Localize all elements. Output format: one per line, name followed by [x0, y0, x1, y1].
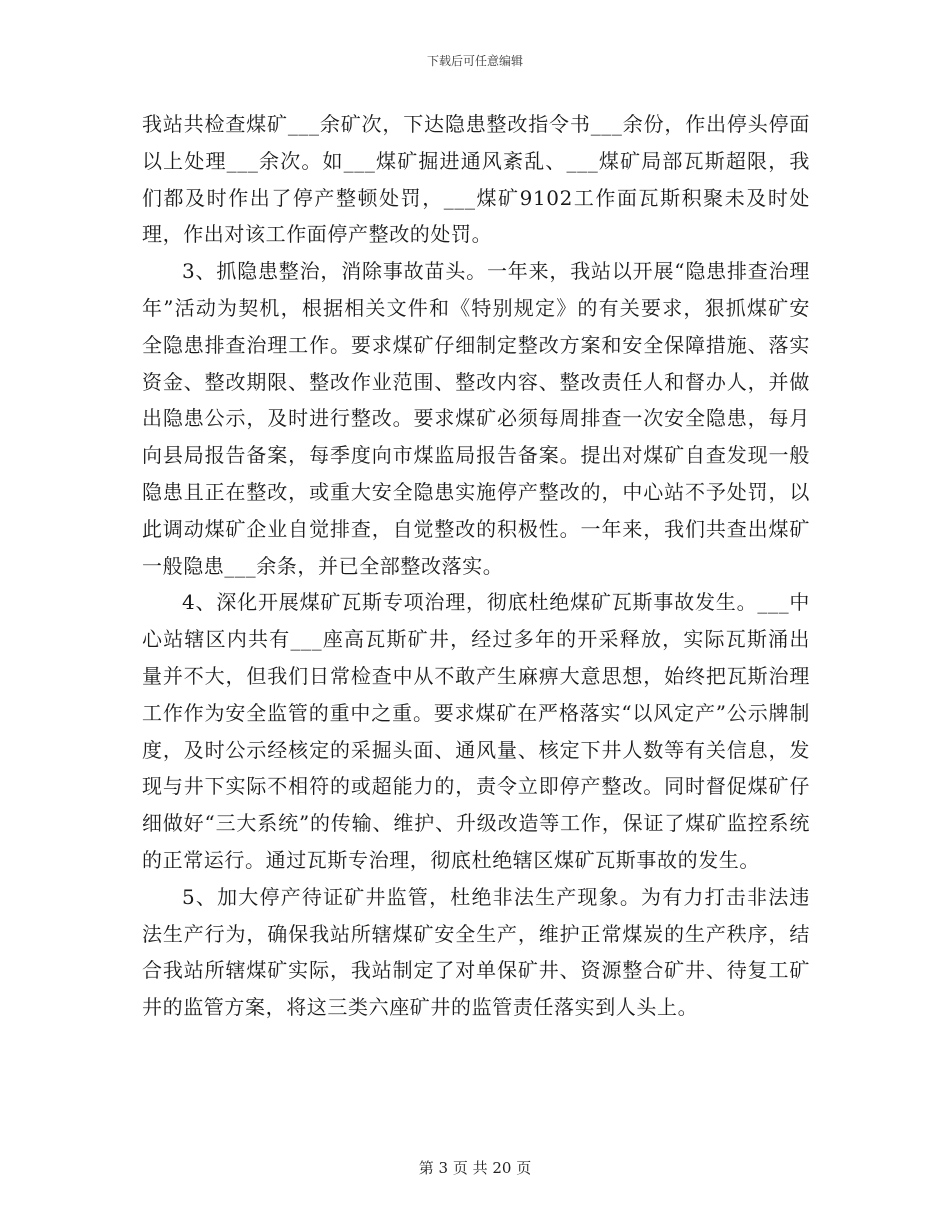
document-body — [142, 106, 810, 1026]
paragraph-gas-control: 4、深化开展煤矿瓦斯专项治理，彻底杜绝煤矿瓦斯事故发生。___中心站辖区内共有___座高瓦斯矿井，经过多年的开采释放，实际瓦斯涌出量并不大，但我们日常检查中从不敢产生麻痹大意思想，始终把瓦斯治理工作作为安全监管的重中之重。要求煤矿在严格落实“以风定产”公示牌制度，及时公示经核定的采掘头面、通风量、核定下井人数等有关信息，发现与井下实际不相符的或超能力的，责令立即停产整改。同时督促煤矿仔细做好“三大系统”的传输、维护、升级改造等工作，保证了煤矿监控系统的正常运行。通过瓦斯专治理，彻底杜绝辖区煤矿瓦斯事故的发生。 — [142, 590, 810, 872]
paragraph-hazard-rectification: 3、抓隐患整治，消除事故苗头。一年来，我站以开展“隐患排查治理年”活动为契机，根据相关文件和《特别规定》的有关要求，狠抓煤矿安全隐患排查治理工作。要求煤矿仔细制定整改方案和安全保障措施、落实资金、整改期限、整改作业范围、整改内容、整改责任人和督办人，并做出隐患公示，及时进行整改。要求煤矿必须每周排查一次安全隐患，每月向县局报告备案，每季度向市煤监局报告备案。提出对煤矿自查发现一般隐患且正在整改，或重大安全隐患实施停产整改的，中心站不予处罚，以此调动煤矿企业自觉排查，自觉整改的积极性。一年来，我们共查出煤矿一般隐患___余条，并已全部整改落实。 — [142, 259, 810, 578]
paragraph-inspection-summary: 我站共检查煤矿___余矿次，下达隐患整改指令书___余份，作出停头停面以上处理___余次。如___煤矿掘进通风紊乱、___煤矿局部瓦斯超限，我们都及时作出了停产整顿处罚，___煤矿9102工作面瓦斯积聚未及时处理，作出对该工作面停产整改的处罚。 — [142, 112, 810, 247]
page-header: 下载后可任意编辑 — [426, 54, 523, 68]
page-footer: 第 3 页 共 20 页 — [418, 1159, 532, 1177]
paragraph-suspended-mines: 5、加大停产待证矿井监管，杜绝非法生产现象。为有力打击非法违法生产行为，确保我站所辖煤矿安全生产，维护正常煤炭的生产秩序，结合我站所辖煤矿实际，我站制定了对单保矿井、资源整合矿井、待复工矿井的监管方案，将这三类六座矿井的监管责任落实到人头上。 — [142, 884, 810, 1020]
